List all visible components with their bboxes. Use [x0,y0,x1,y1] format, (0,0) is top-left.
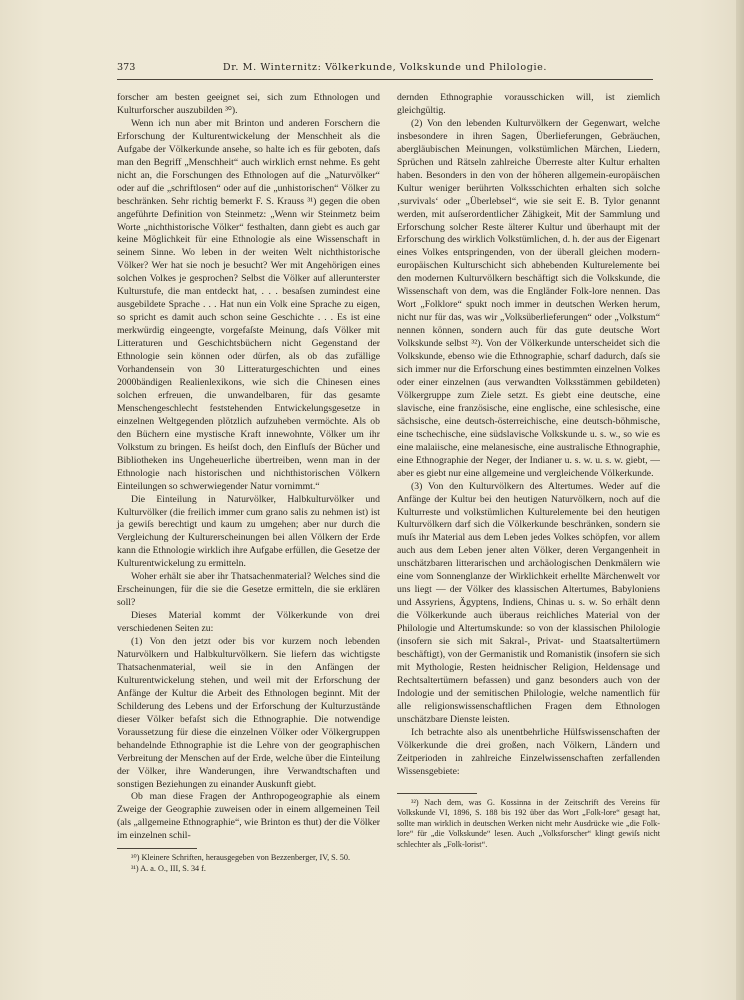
footnote: ³¹) A. a. O., III, S. 34 f. [131,863,206,873]
paragraph: (3) Von den Kulturvölkern des Altertumes. Weder auf die Anfänge der Kultur bei den heutigen Naturvölkern, noch auf die Kulturreste und volkstümlichen Kulturelemente bei den heutigen Kulturvölkern darf sich die Völkerkunde beschränken, sondern sie muſs ihr Material aus dem Leben jedes Volkes schöpfen, vor allem auch aus dem Leben jener alten Völker, deren Vergangenheit in unschätzbaren litterarischen und archäologischen Denkmälern wie eine vom Sonnenglanze der Wirklichkeit erhellte Märchenwelt vor uns liegt — der Völker des klassischen Altertumes, Babyloniens und Assyriens, Ägyptens, Indiens, Chinas u. s. w. So erhält denn die Völkerkunde auch überaus reichliches Material von der Philologie und Altertumskunde: so von der klassischen Philologie (insofern sie sich mit Sakral-, Privat- und Staatsaltertümern beschäftigt), von der Germanistik und Romanistik (insofern sie sich mit Mythologie, Resten heidnischer Religion, Heldensage und Rechtsaltertümern befassen) und ganz besonders auch von der Indologie und der semitischen Philologie, welche namentlich für alle religionswissenschaftlichen Fragen dem Ethnologen unschätzbare Dienste leisten. [397,480,660,725]
paragraph: Wenn ich nun aber mit Brinton und anderen Forschern die Erforschung der Kulturentwickelung der Menschheit als die Aufgabe der Völkerkunde ansehe, so halte ich es für geboten, daſs man den Begriff „Menschheit“ auch wirklich ernst nehme. Es geht nicht an, die Forschungen des Ethnologen auf die „Naturvölker“ oder auf die „schriftlosen“ oder auf die „unhistorischen“ Völker zu beschränken. Sehr richtig bemerkt F. S. Krauss ³¹) gegen die oben angeführte Definition von Steinmetz: „Wenn wir Steinmetz beim Worte „nichthistorische Völker“ festhalten, dann giebt es auch gar keine Möglichkeit für eine Ethnologie als eine Wissenschaft in seinem Sinne. Wo leben in der weiten Welt nichthistorische Völker? Wer hat sie noch je besucht? Wer mit Angehörigen eines solchen Volkes je gesprochen? Selbst die Völker auf allerunterster Kulturstufe, die man entdeckt hat, . . . besaſsen zumindest eine ausgebildete Sprache . . . Hat nun ein Volk eine Sprache zu eigen, so spricht es damit auch schon seine Geschichte . . . Es ist eine merkwürdig eingeengte, vorgefaſste Meinung, daſs Völker mit Litteraturen und Geschichtsbüchern nicht Gegenstand der Ethnologie sein können oder dürfen, als ob das zufällige Vorhandensein von 30 Litteraturgeschichten und eines 2000bändigen Realienlexikons, wie sich die Chinesen eines solchen erfreuen, die unwandelbaren, für das gesamte Menschengeschlecht feststehenden Entwickelungsgesetze in einzelnen Weltgegenden plötzlich aufzuheben vermöchte. Als ob den Büchern eine mystische Kraft innewohnte, Völker um ihr Volkstum zu bringen. Es heiſst doch, den Einfluſs der Bücher und Bibliotheken ins Ungeheuerliche übertreiben, wenn man in der Ethnologie nach historischen und nichthistorischen Völkern Einteilungen so schwerwiegender Natur vornimmt.“ [117,117,380,492]
footnote-rule [117,848,197,849]
right-column [397,92,660,850]
footnote: ³²) Nach dem, was G. Kossinna in der Zeitschrift des Vereins für Volkskunde VI, 1896, S. 188 bis 192 über das Wort „Folk-lore“ gesagt hat, sollte man wirklich in deutschen Werken nicht mehr Ausdrücke wie „die Folk-lore“ für „die Volkskunde“ lesen. Auch „Volksforscher“ klingt gewiſs nicht schlechter als „Folk-lorist“. [397,797,660,849]
page-edge-shadow [736,0,744,1000]
paragraph: dernden Ethnographie vorausschicken will, ist ziemlich gleichgültig. [397,92,660,116]
page-number: 373 [117,62,136,73]
left-column [117,92,380,874]
paragraph: Woher erhält sie aber ihr Thatsachenmaterial? Welches sind die Erscheinungen, für die sie die Gesetze ermitteln, die sie erklären soll? [117,571,380,609]
paragraph: (2) Von den lebenden Kulturvölkern der Gegenwart, welche insbesondere in ihren Sagen, Überlieferungen, Gebräuchen, abergläubischen Meinungen, volkstümlichen Märchen, Liedern, Sprüchen und Rätseln zahlreiche Überreste alter Kultur erhalten haben. Besonders in den von der höheren allgemein-europäischen Kultur weniger berührten Volksschichten erhalten sich solche ‚survivals‘ oder „Überlebsel“, wie sie seit E. B. Tylor genannt werden, mit auſserordentlicher Zähigkeit, Mit der Sammlung und Erforschung solcher Reste älterer Kultur und überhaupt mit der Erforschung des wirklich Volkstümlichen, d. h. der aus der Eigenart eines Volkes entspringenden, von der überall gleichen modern-europäischen Kulturschicht sich abhebenden Kulturelemente bei den modernen Kulturvölkern beschäftigt sich die Volkskunde, die Wissenschaft von dem, was die Engländer Folk-lore nennen. Das Wort „Folklore“ spukt noch immer in deutschen Werken herum, nicht nur für das, was wir „Volksüberlieferungen“ oder „Volkstum“ nennen können, sondern auch für das gute deutsche Wort Volkskunde selbst ³²). Von der Völkerkunde unterscheidet sich die Volkskunde, ebenso wie die Ethnographie, scharf dadurch, daſs sie sich immer nur die Erforschung eines bestimmten einzelnen Volkes oder einer einzelnen (aus verwandten Volksstämmen gebildeten) Völkergruppe zum Ziele setzt. Es giebt eine deutsche, eine slavische, eine französische, eine englische, eine schlesische, eine sächsische, eine deutsch-österreichische, eine deutsch-böhmische, eine tschechische, eine südslavische Volkskunde u. s. w., so wie es eine malaiische, eine melanesische, eine australische Ethnographie, eine Ethnographie der Neger, der Indianer u. s. w. u. s. w. giebt, — aber es giebt nur eine allgemeine und vergleichende Völkerkunde. [397,117,660,479]
paragraph: forscher am besten geeignet sei, sich zum Ethnologen und Kulturforscher auszubilden ³⁰). [117,92,380,116]
paragraph: Die Einteilung in Naturvölker, Halbkulturvölker und Kulturvölker (die freilich immer cum grano salis zu nehmen ist) ist ja gewiſs berechtigt und kaum zu umgehen; aber nur durch die Vergleichung der Kulturerscheinungen bei allen Völkern der Erde kann die Ethnologie wirklich ihre Aufgabe erfüllen, die Gesetze der Kulturentwickelung zu ermitteln. [117,493,380,570]
header-rule [117,79,653,80]
footnote-rule [397,793,477,794]
paragraph: (1) Von den jetzt oder bis vor kurzem noch lebenden Naturvölkern und Halbkulturvölkern. Sie liefern das wichtigste Thatsachenmaterial, weil sie in den Anfängen der Kulturentwickelung stehen, und weil mit der Erforschung der Anfänge der Kultur die Arbeit des Ethnologen beginnt. Mit der Schilderung des Lebens und der Erforschung der Kulturzustände dieser Völker befaſst sich die Ethnographie. Die notwendige Voraussetzung für diese die einzelnen Völker oder Völkergruppen behandelnde Ethnographie ist die Lehre von der geographischen Verbreitung der Menschen auf der Erde, welche über die Einteilung der Völker, ihre Wanderungen, ihre Verwandtschaften und sonstigen Beziehungen zu einander Auskunft giebt. [117,636,380,790]
paragraph: Ich betrachte also als unentbehrliche Hülfswissenschaften der Völkerkunde die drei großen, nach Völkern, Ländern und Zeitperioden in zahlreiche Einzelwissenschaften zerfallenden Wissensgebiete: [397,726,660,777]
paragraph: Dieses Material kommt der Völkerkunde von drei verschiedenen Seiten zu: [117,610,380,635]
paragraph: Ob man diese Fragen der Anthropogeographie als einem Zweige der Geographie zuweisen oder in einem allgemeinen Teil (als „allgemeine Ethnographie“, wie Brinton es thut) der die Völker im einzelnen schil- [117,791,380,842]
footnote: ³⁰) Kleinere Schriften, herausgegeben von Bezzenberger, IV, S. 50. [131,853,351,863]
running-title: Dr. M. Winternitz: Völkerkunde, Volkskunde und Philologie. [222,62,548,73]
